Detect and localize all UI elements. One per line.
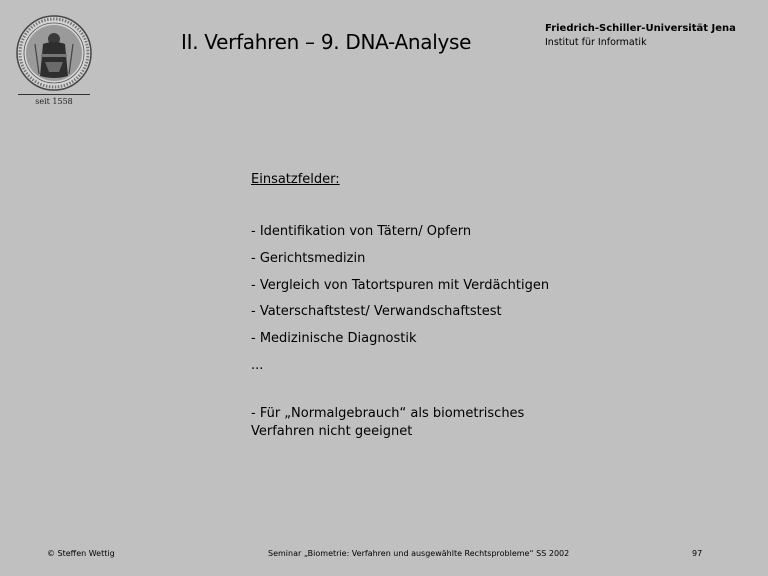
seal-caption: seit 1558 [35,97,73,106]
footer-page-number: 97 [692,549,703,558]
list-item: - Vergleich von Tatortspuren mit Verdächtigen [251,277,550,293]
list-item: - Identifikation von Tätern/ Opfern [251,224,472,239]
note-text: - Für „Normalgebrauch“ als biometrisches Verfahren nicht geeignet [251,405,525,439]
slide-content [251,171,671,441]
list-item: - Medizinische Diagnostik [251,331,417,347]
footer-seminar: Seminar „Biometrie: Verfahren und ausgewählte Rechtsprobleme“ SS 2002 [268,549,570,558]
list-item: - Gerichtsmedizin [251,250,366,266]
list-ellipsis: ... [251,357,264,373]
seal-divider [18,94,90,95]
department-name: Institut für Informatik [545,37,647,48]
slide-title: II. Verfahren – 9. DNA-Analyse [181,30,472,54]
list-item: - Vaterschaftstest/ Verwandschaftstest [251,304,502,320]
university-seal-icon [15,14,93,92]
footer-author: © Steffen Wettig [47,549,115,558]
institution-name: Friedrich-Schiller-Universität Jena [545,23,736,34]
section-heading: Einsatzfelder: [251,172,340,187]
